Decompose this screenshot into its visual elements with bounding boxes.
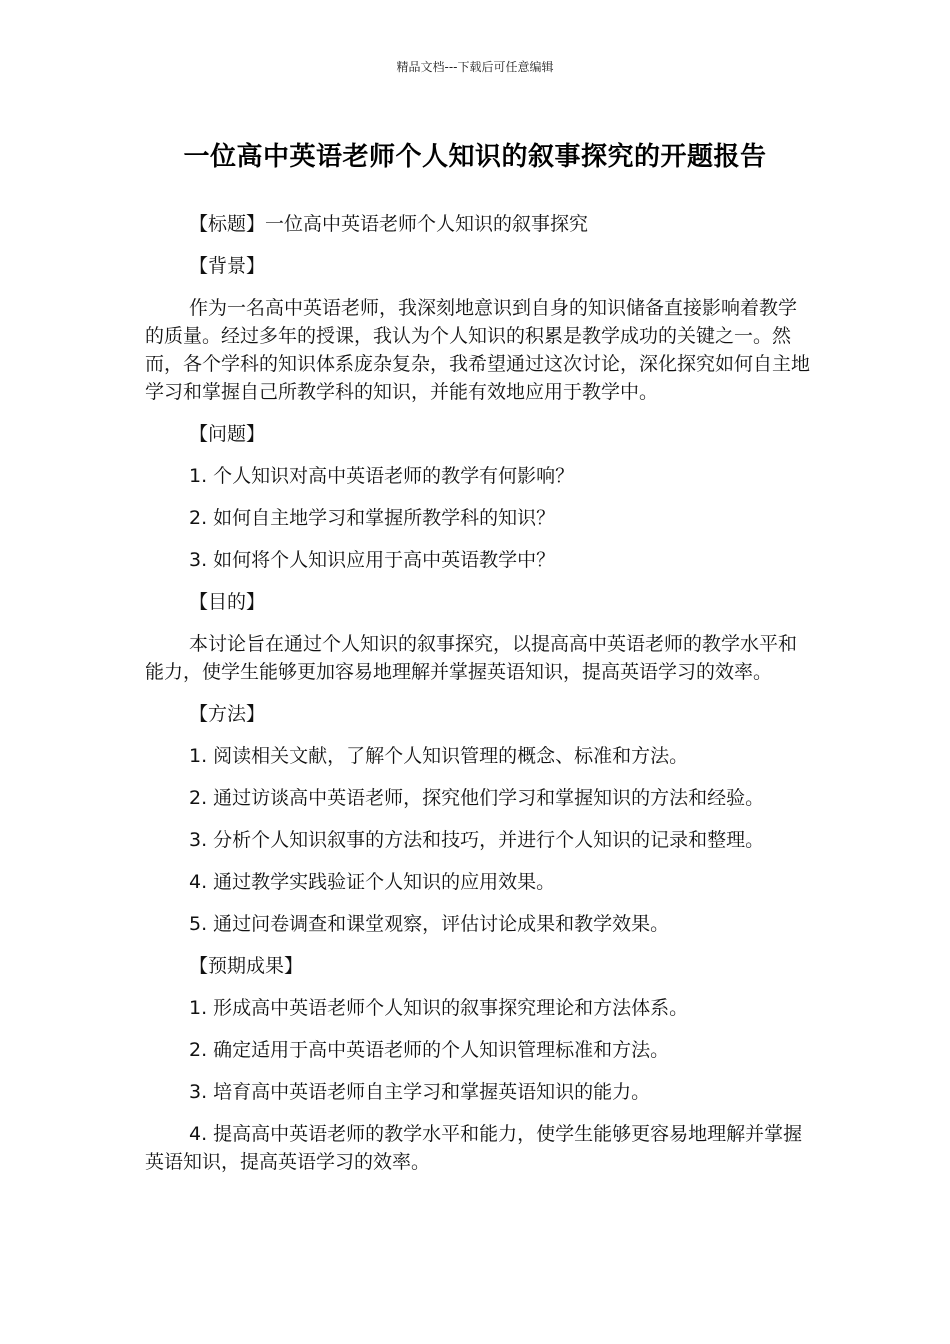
document-title: 一位高中英语老师个人知识的叙事探究的开题报告 [183, 142, 767, 172]
question-item: 1. 个人知识对高中英语老师的教学有何影响？ [189, 465, 575, 487]
question-item: 2. 如何自主地学习和掌握所教学科的知识？ [189, 507, 556, 529]
method-item: 1. 阅读相关文献，了解个人知识管理的概念、标准和方法。 [189, 745, 689, 767]
outcome-item: 1. 形成高中英语老师个人知识的叙事探究理论和方法体系。 [189, 997, 689, 1019]
method-item: 2. 通过访谈高中英语老师，探究他们学习和掌握知识的方法和经验。 [189, 787, 765, 809]
questions-heading: 【问题】 [189, 423, 266, 445]
methods-heading: 【方法】 [189, 703, 266, 725]
outcome-item: 3. 培育高中英语老师自主学习和掌握英语知识的能力。 [189, 1081, 651, 1103]
outcome-item: 2. 确定适用于高中英语老师的个人知识管理标准和方法。 [189, 1039, 670, 1061]
purpose-paragraph: 本讨论旨在通过个人知识的叙事探究，以提高高中英语老师的教学水平和能力，使学生能够更加容易地理解并掌握英语知识，提高英语学习的效率。 [145, 633, 798, 683]
document-body [145, 210, 810, 1190]
question-item: 3. 如何将个人知识应用于高中英语教学中？ [189, 549, 556, 571]
purpose-heading: 【目的】 [189, 591, 266, 613]
method-item: 4. 通过教学实践验证个人知识的应用效果。 [189, 871, 556, 893]
outcome-item: 4. 提高高中英语老师的教学水平和能力，使学生能够更容易地理解并掌握英语知识，提高英语学习的效率。 [145, 1123, 803, 1173]
page-header-note: 精品文档---下载后可任意编辑 [396, 60, 554, 74]
title-line: 【标题】一位高中英语老师个人知识的叙事探究 [189, 213, 589, 235]
background-heading: 【背景】 [189, 255, 266, 277]
background-paragraph: 作为一名高中英语老师，我深刻地意识到自身的知识储备直接影响着教学的质量。经过多年的授课，我认为个人知识的积累是教学成功的关键之一。然而，各个学科的知识体系庞杂复杂，我希望通过这次讨论，深化探究如何自主地学习和掌握自己所教学科的知识，并能有效地应用于教学中。 [145, 297, 811, 403]
outcomes-heading: 【预期成果】 [189, 955, 304, 977]
method-item: 3. 分析个人知识叙事的方法和技巧，并进行个人知识的记录和整理。 [189, 829, 765, 851]
method-item: 5. 通过问卷调查和课堂观察，评估讨论成果和教学效果。 [189, 913, 670, 935]
